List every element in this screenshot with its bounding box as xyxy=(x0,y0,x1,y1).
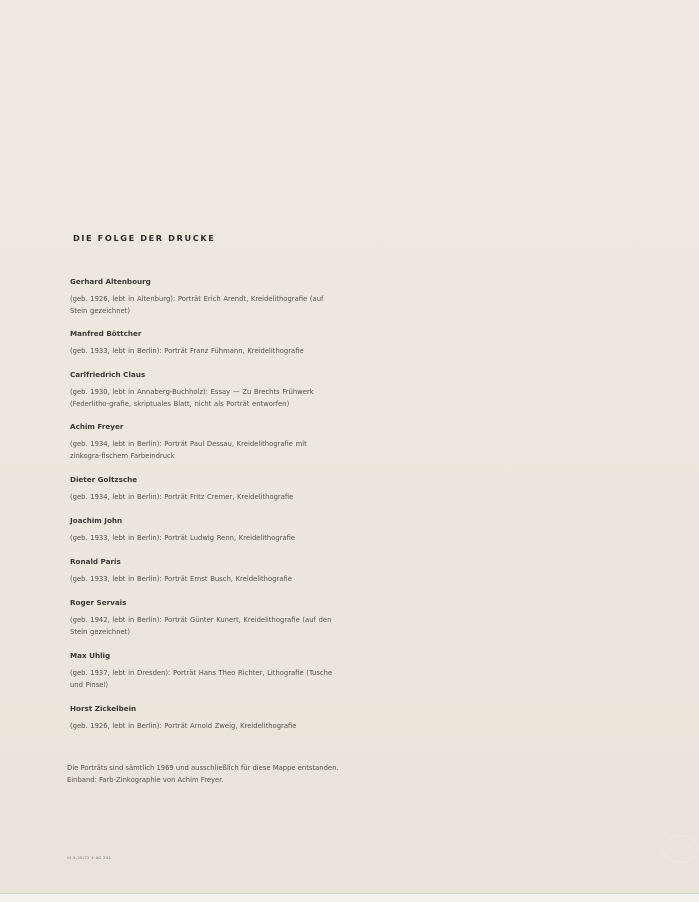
artist-name: Dieter Goltzsche xyxy=(70,475,138,484)
page-heading: DIE FOLGE DER DRUCKE xyxy=(73,233,216,243)
print-description: (geb. 1933, lebt in Berlin): Porträt Ernst Busch, Kreidelithografie xyxy=(70,575,292,583)
print-description: (geb. 1933, lebt in Berlin): Porträt Franz Fühmann, Kreidelithografie xyxy=(70,347,304,355)
artist-name: Roger Servais xyxy=(70,598,127,607)
printer-imprint: III-9-20/72 4 AG 242 xyxy=(67,856,112,860)
print-description: (geb. 1933, lebt in Berlin): Porträt Ludwig Renn, Kreidelithografie xyxy=(70,534,296,542)
print-entry xyxy=(70,557,340,586)
artist-name: Joachim John xyxy=(70,516,123,525)
print-entry xyxy=(70,475,340,504)
artist-name: Manfred Böttcher xyxy=(70,329,142,338)
print-description: (geb. 1934, lebt in Berlin): Porträt Paul Dessau, Kreidelithografie mit zinkogra-fischem Farbeindruck xyxy=(70,440,307,460)
print-description: (geb. 1942, lebt in Berlin): Porträt Günter Kunert, Kreidelithografie (auf den Stein gezeichnet) xyxy=(70,616,332,636)
footer-line: Einband: Farb-Zinkographie von Achim Freyer. xyxy=(67,775,224,784)
artist-name: Max Uhlig xyxy=(70,651,111,660)
blind-stamp xyxy=(663,835,699,863)
print-entry xyxy=(70,277,340,317)
print-entry xyxy=(70,598,340,638)
print-entry xyxy=(70,422,340,462)
artist-name: Horst Zickelbein xyxy=(70,704,137,713)
print-description: (geb. 1926, lebt in Berlin): Porträt Arnold Zweig, Kreidelithografie xyxy=(70,722,297,730)
artist-name: Carlfriedrich Claus xyxy=(70,370,146,379)
footer-note xyxy=(67,763,347,786)
artist-name: Gerhard Altenbourg xyxy=(70,277,151,286)
print-entry xyxy=(70,651,340,691)
print-description: (geb. 1926, lebt in Altenburg): Porträt Erich Arendt, Kreidelithografie (auf Stein gezeichnet) xyxy=(70,295,324,315)
print-entry xyxy=(70,516,340,545)
print-description: (geb. 1930, lebt in Annaberg-Buchholz): Essay — Zu Brechts Frühwerk (Federlitho-grafie, skriptuales Blatt, nicht als Porträt entworfen) xyxy=(70,388,314,408)
print-entry xyxy=(70,329,340,358)
print-description: (geb. 1937, lebt in Dresden): Porträt Hans Theo Richter, Lithografie (Tusche und Pinsel) xyxy=(70,669,333,689)
artist-name: Ronald Paris xyxy=(70,557,121,566)
artist-name: Achim Freyer xyxy=(70,422,124,431)
footer-line: Die Porträts sind sämtlich 1969 und ausschließlich für diese Mappe entstanden. xyxy=(67,764,339,772)
print-description: (geb. 1934, lebt in Berlin): Porträt Fritz Cremer, Kreidelithografie xyxy=(70,493,294,501)
print-entry xyxy=(70,704,340,733)
print-entry xyxy=(70,370,340,410)
